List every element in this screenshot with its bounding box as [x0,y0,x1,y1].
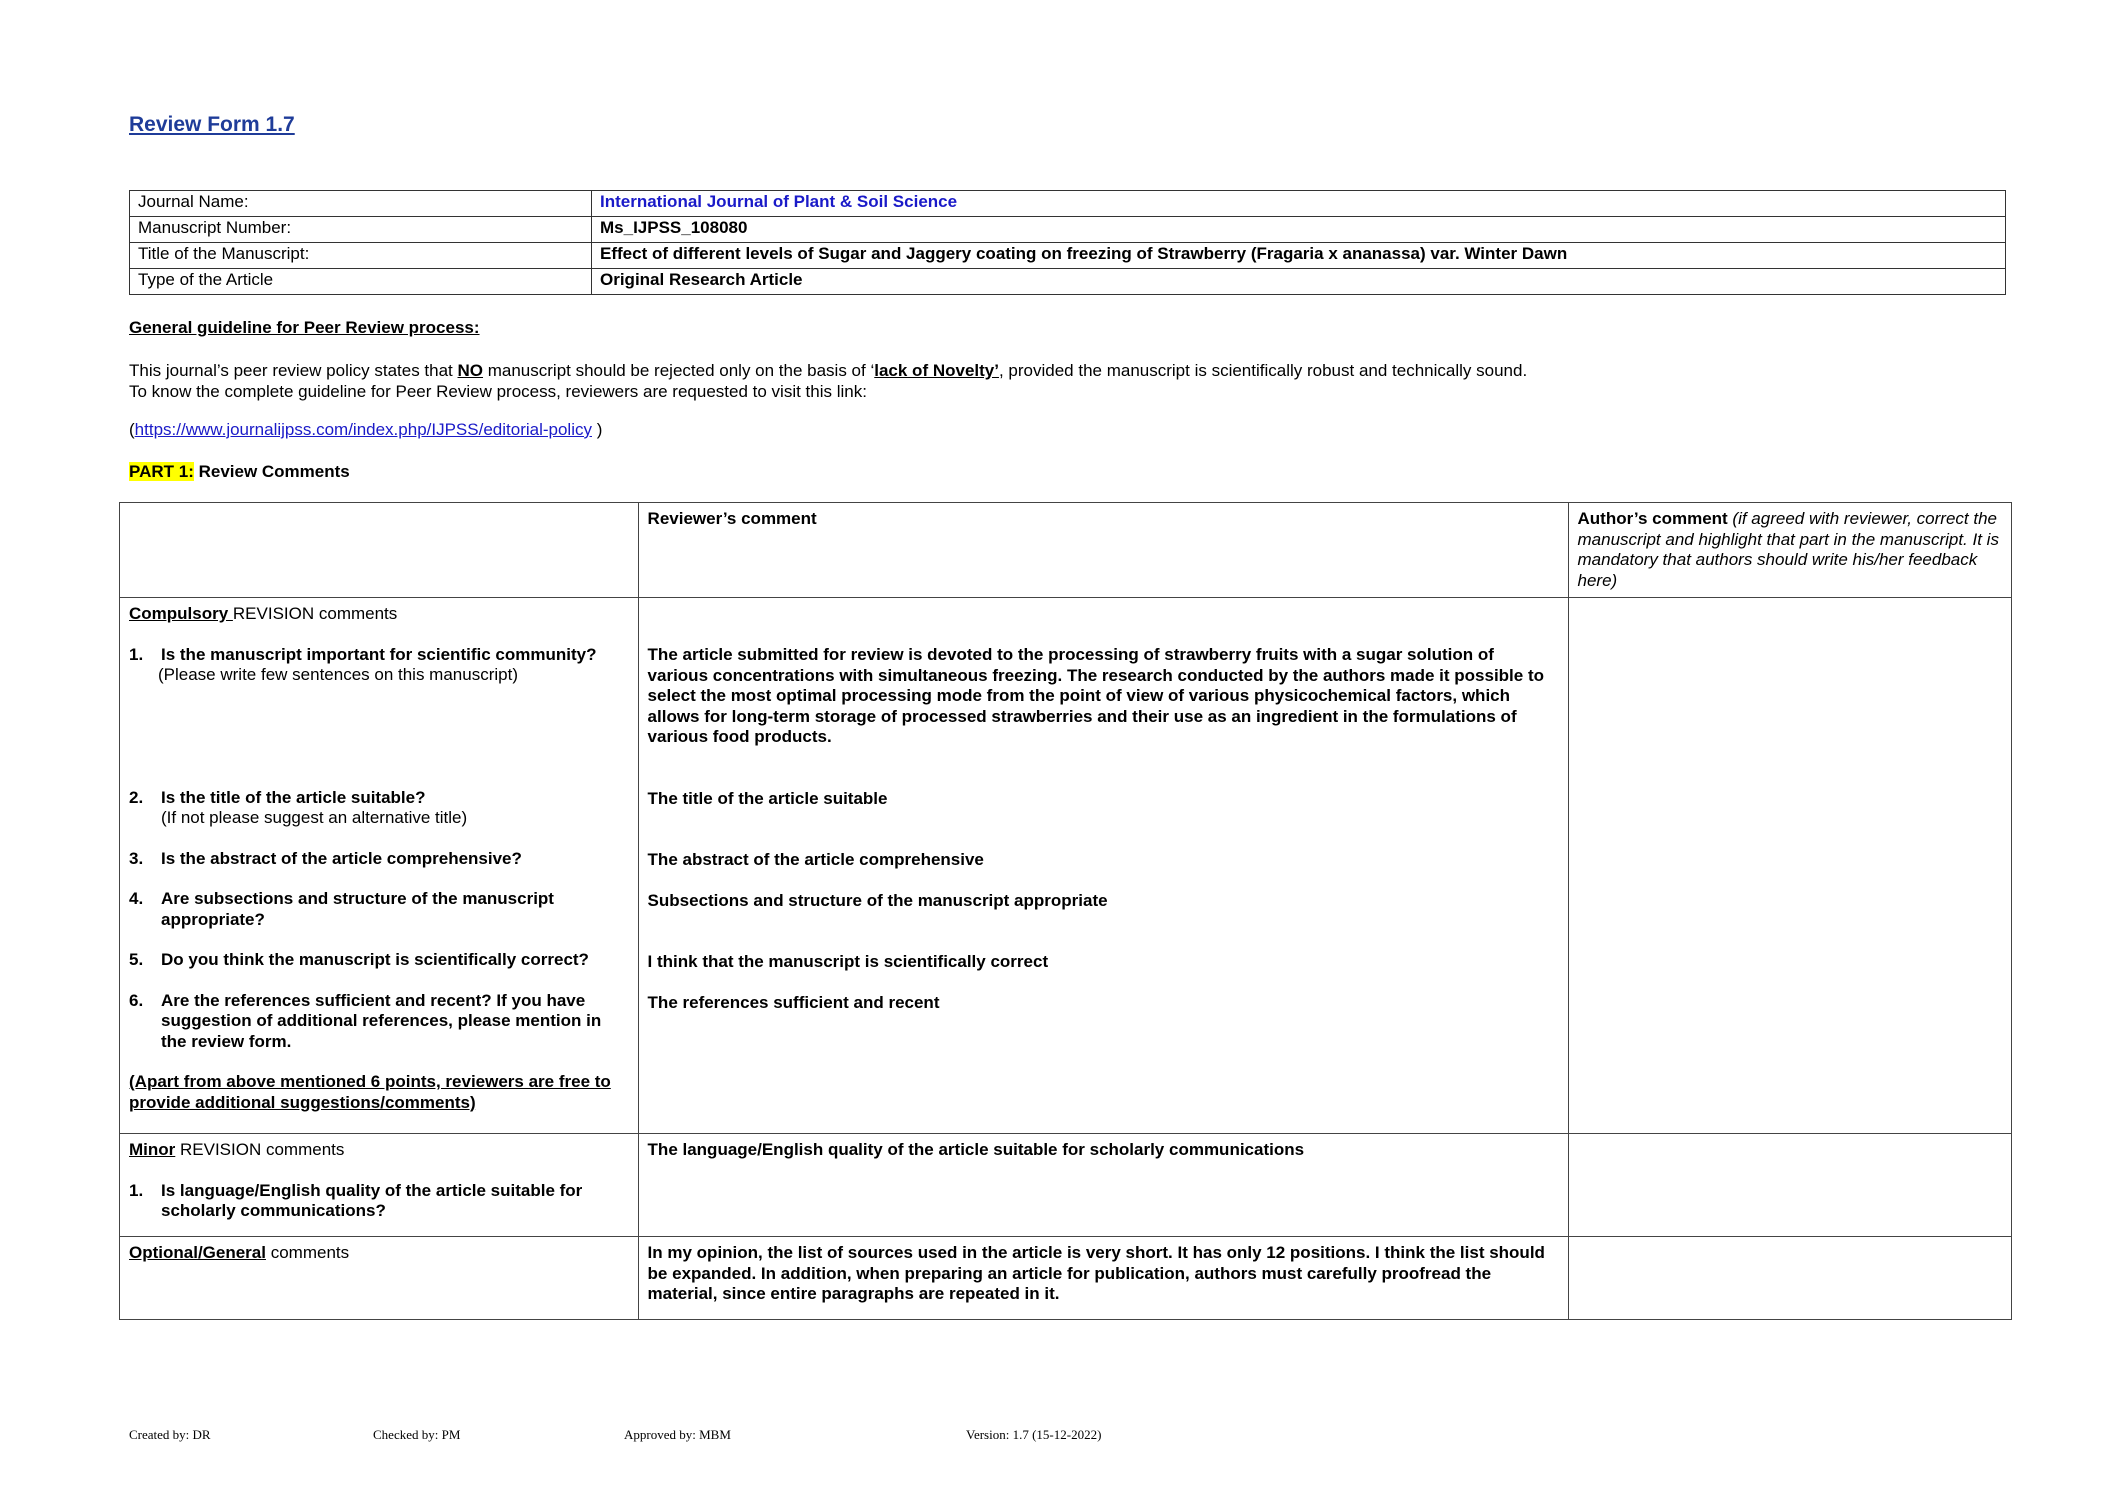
part-label: PART 1: [129,462,194,481]
editorial-policy-link[interactable]: https://www.journalijpss.com/index.php/IJPSS/editorial-policy [134,420,592,439]
question-text: Is language/English quality of the article suitable for scholarly communications? [161,1180,583,1220]
minor-question-1 [129,1181,629,1222]
policy-no: NO [457,361,484,380]
question-number: 3. [129,848,144,868]
minor-answer: The language/English quality of the article suitable for scholarly communications [647,1140,1305,1159]
journal-name-label: Journal Name: [130,191,592,217]
optional-row [120,1237,2012,1320]
minor-heading [129,1140,629,1161]
policy-novelty: lack of Novelty’ [874,361,999,380]
manuscript-number-value: Ms_IJPSS_108080 [592,217,2006,243]
policy-line-2: To know the complete guideline for Peer Review process, reviewers are requested to visit this link: [129,382,867,401]
question-text: Is the abstract of the article comprehensive? [161,848,522,868]
reviewer-comment-header: Reviewer’s comment [638,503,1568,598]
compulsory-rest: REVISION comments [232,604,398,623]
question-number: 5. [129,950,144,969]
policy-text-c: , provided the manuscript is scientifically robust and technically sound. [998,361,1528,380]
compulsory-questions-cell [120,598,639,1134]
footer-checked: Checked by: PM [373,1427,461,1442]
optional-label-cell [120,1237,639,1320]
question-2 [129,788,629,829]
minor-label: Minor [129,1140,176,1159]
question-text: Are subsections and structure of the manuscript appropriate? [161,889,554,929]
question-number: 4. [129,889,144,908]
table-row [130,243,2006,269]
answer-1: The article submitted for review is devoted to the processing of strawberry fruits with a sugar solution of various concentrations with simultaneous freezing. The research conducted by the authors made it possible to select the most optimal processing mode from the point of view of various physicochemical factors, which allows for long-term storage of processed strawberries and their use as an ingredient in the formulations of various food products. [647,645,1545,746]
policy-text-a: This journal’s peer review policy states that [129,361,458,380]
compulsory-answers-cell [638,598,1568,1134]
form-title[interactable]: Review Form 1.7 [129,113,295,136]
policy-text [129,360,2029,402]
answer-4: Subsections and structure of the manuscript appropriate [647,890,1108,910]
minor-questions-cell [120,1134,639,1237]
compulsory-row [120,598,2012,1134]
header-empty-cell [120,503,639,598]
question-text: Are the references sufficient and recent? If you have suggestion of additional references, please mention in the review form. [161,990,602,1051]
question-6 [129,991,629,1053]
policy-line-1 [129,360,2029,381]
article-type-label: Type of the Article [130,269,592,295]
question-hint: (Please write few sentences on this manuscript) [158,665,518,684]
footer-version: Version: 1.7 (15-12-2022) [966,1427,1102,1442]
question-number: 1. [129,644,144,664]
question-4 [129,889,629,930]
link-open-paren: ( [129,420,135,439]
answer-2: The title of the article suitable [647,788,888,808]
table-row [130,269,2006,295]
author-feedback-cell[interactable] [1568,1134,2011,1237]
table-header-row [120,503,2012,598]
question-number: 2. [129,787,144,807]
question-text: Is the manuscript important for scientific community? [161,644,597,664]
question-1 [129,645,629,686]
footer-created: Created by: DR [129,1427,211,1442]
question-hint: (If not please suggest an alternative title) [161,808,468,827]
guideline-heading: General guideline for Peer Review process: [129,318,480,337]
article-type-value: Original Research Article [592,269,2006,295]
author-comment-header [1568,503,2011,598]
minor-answer-cell [638,1134,1568,1237]
answer-3: The abstract of the article comprehensive [647,850,984,869]
question-number: 6. [129,990,144,1010]
author-header-bold: Author’s comment [1577,509,1728,528]
optional-answer: In my opinion, the list of sources used in the article is very short. It has only 12 positions. I think the list should be expanded. In addition, when preparing an article for publication, authors must carefully proofread the material, since entire paragraphs are repeated in it. [647,1243,1545,1303]
footer-approved: Approved by: MBM [624,1427,731,1442]
question-text: Is the title of the article suitable? [161,787,426,807]
optional-rest: comments [265,1243,350,1262]
optional-label: Optional/General [129,1243,266,1262]
part-title: Review Comments [193,462,350,481]
compulsory-heading [129,604,629,625]
question-3 [129,849,629,870]
table-row [130,217,2006,243]
part-heading [129,462,350,482]
link-close-paren: ) [592,420,603,439]
policy-link-line [129,420,602,440]
journal-name-value: International Journal of Plant & Soil Science [592,191,2006,217]
review-comments-table [119,502,2012,1320]
answer-6: The references sufficient and recent [647,992,940,1012]
manuscript-info-table [129,190,2006,295]
author-feedback-cell[interactable] [1568,1237,2011,1320]
compulsory-label: Compulsory [129,604,233,623]
question-number: 1. [129,1180,144,1200]
question-text: Do you think the manuscript is scientifically correct? [161,950,589,969]
minor-row [120,1134,2012,1237]
answer-5: I think that the manuscript is scientifically correct [647,952,1049,971]
author-feedback-cell[interactable] [1568,598,2011,1134]
additional-suggestions-note: (Apart from above mentioned 6 points, reviewers are free to provide additional suggestions/comments) [129,1072,611,1112]
optional-answer-cell [638,1237,1568,1320]
manuscript-number-label: Manuscript Number: [130,217,592,243]
minor-rest: REVISION comments [175,1140,345,1159]
policy-text-b: manuscript should be rejected only on the basis of ‘ [483,361,875,380]
manuscript-title-value: Effect of different levels of Sugar and Jaggery coating on freezing of Strawberry (Fragaria x ananassa) var. Winter Dawn [592,243,2006,269]
question-5 [129,950,629,971]
table-row [130,191,2006,217]
author-header-note: (if agreed with reviewer, correct the manuscript and highlight that part in the manuscript. It is mandatory that authors should write his/her feedback here) [1577,509,1999,590]
manuscript-title-label: Title of the Manuscript: [130,243,592,269]
